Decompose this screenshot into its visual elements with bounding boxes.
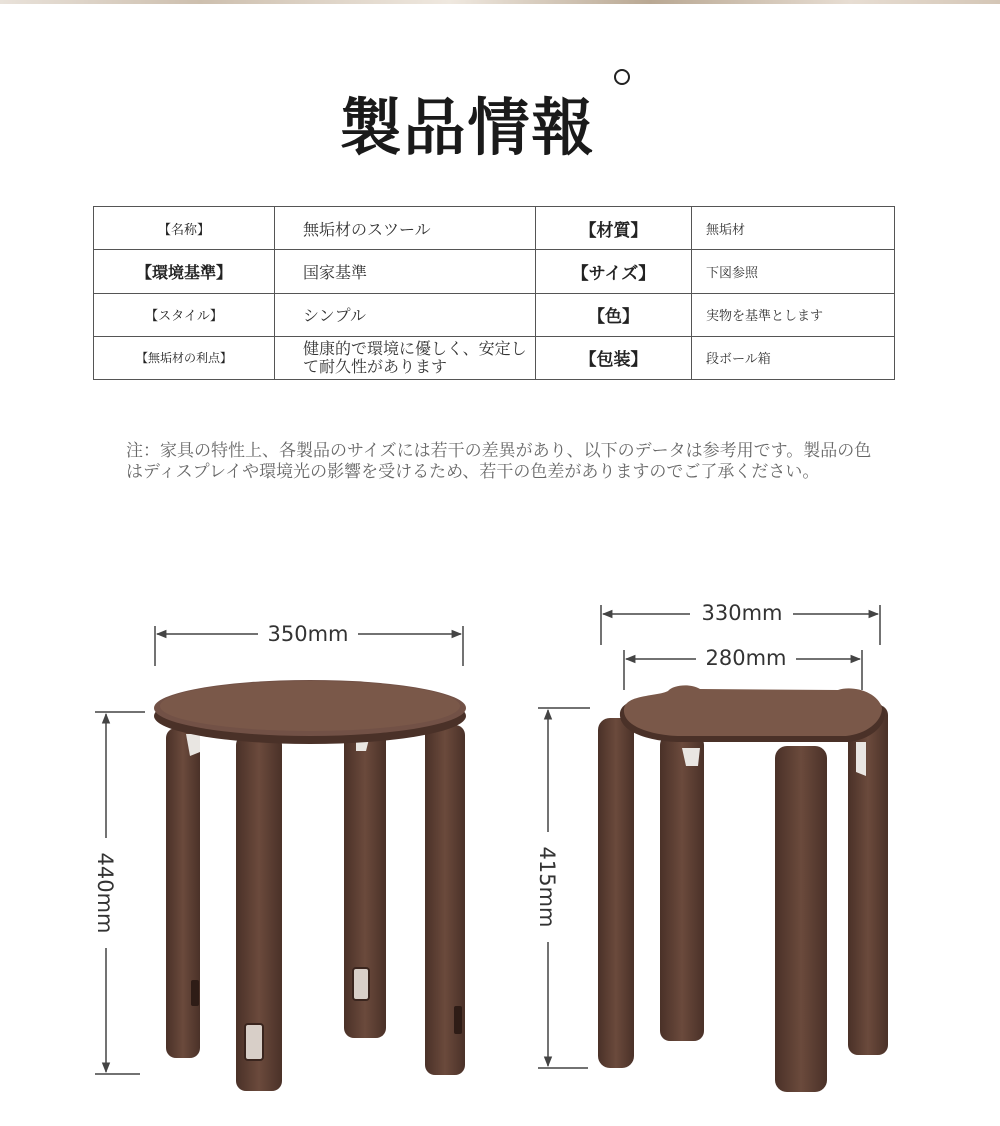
page-title: 製品情報 (339, 91, 596, 164)
stacking-stool-outer-width-label: 330mm (701, 601, 783, 625)
stacking-stool-height-label: 415mm (535, 846, 559, 928)
stool-leg (848, 705, 888, 1055)
spec-label-standard: 【環境基準】 (94, 250, 275, 293)
spec-value-size: 下図参照 (692, 250, 895, 293)
stacking-stool-inner-width-label: 280mm (705, 646, 787, 670)
round-stool-height-label: 440mm (93, 852, 117, 934)
disclaimer-note: 注：家具の特性上、各製品のサイズには若干の差異があり、以下のデータは参考用です。製品の色はディスプレイや環境光の影響を受けるため、若干の色差がありますのでご了承ください。 (126, 441, 872, 482)
spec-label-size: 【サイズ】 (536, 250, 692, 293)
spec-table (93, 206, 895, 380)
table-row (94, 250, 895, 293)
spec-value-packaging: 段ボール箱 (692, 336, 895, 379)
title-circle-mark (614, 69, 630, 85)
stacking-stool-illustration (598, 685, 888, 1092)
spec-value-color: 実物を基準とします (692, 293, 895, 336)
spec-value-style: シンプル (275, 293, 536, 336)
top-photo-strip (0, 0, 1000, 4)
stool-leg (660, 735, 704, 1041)
spec-value-material: 無垢材 (692, 207, 895, 250)
dimension-diagram (0, 560, 1000, 1120)
spec-label-advantage: 【無垢材の利点】 (94, 336, 275, 379)
spec-label-material: 【材質】 (536, 207, 692, 250)
stool-leg (775, 746, 827, 1092)
spec-label-name: 【名称】 (94, 207, 275, 250)
table-row (94, 293, 895, 336)
spec-value-standard: 国家基準 (275, 250, 536, 293)
round-stool-width-label: 350mm (267, 622, 349, 646)
stool-leg (166, 728, 200, 1058)
spec-label-style: 【スタイル】 (94, 293, 275, 336)
spec-label-color: 【色】 (536, 293, 692, 336)
table-row (94, 207, 895, 250)
stool-leg (598, 718, 634, 1068)
spec-value-advantage: 健康的で環境に優しく、安定して耐久性があります (275, 336, 536, 379)
round-stool-illustration (154, 680, 466, 1091)
spec-value-name: 無垢材のスツール (275, 207, 536, 250)
table-row (94, 336, 895, 379)
spec-label-packaging: 【包装】 (536, 336, 692, 379)
